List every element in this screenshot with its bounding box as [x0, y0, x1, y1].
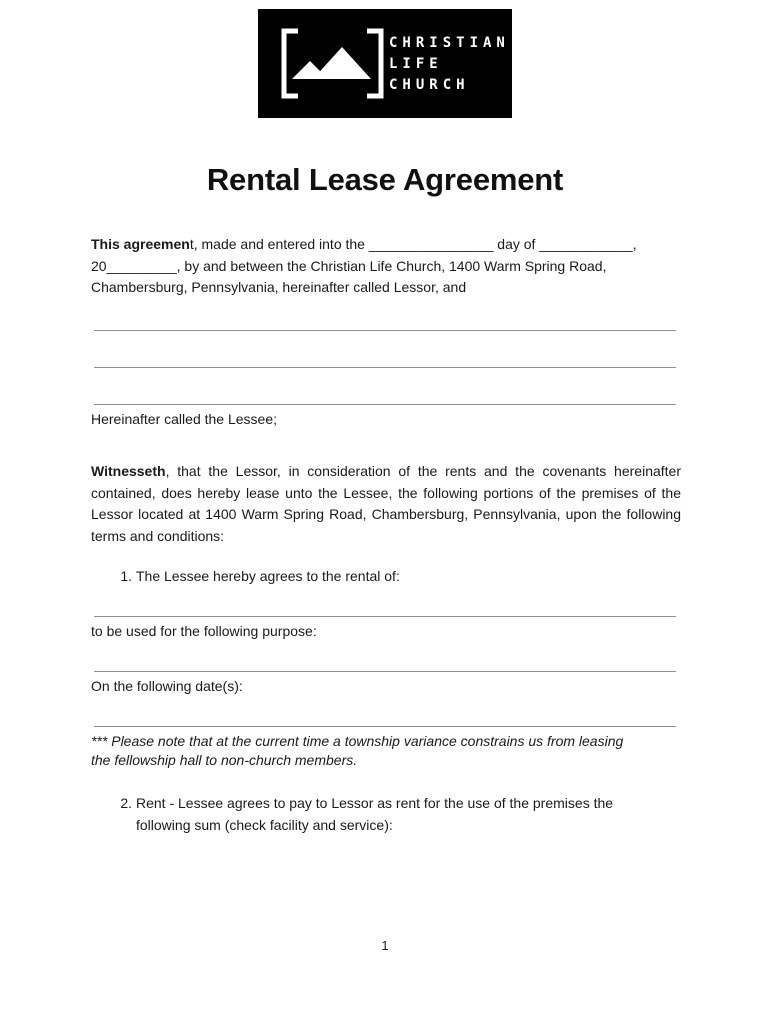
- document-title: Rental Lease Agreement: [206, 162, 564, 197]
- logo-line: CHURCH: [389, 77, 470, 93]
- lessee-label: Hereinafter called the Lessee;: [91, 411, 277, 427]
- rental-space-line[interactable]: [94, 616, 676, 617]
- note-line-2: the fellowship hall to non-church members.: [91, 752, 358, 768]
- logo-wordmark: [389, 33, 510, 96]
- item-2-line-1: Rent - Lessee agrees to pay to Lessor as rent for the use of the premises the: [136, 795, 614, 811]
- logo-line: LIFE: [389, 56, 443, 72]
- list-item-text: The Lessee hereby agrees to the rental of:: [136, 568, 400, 584]
- witnesseth-paragraph: [91, 461, 681, 547]
- lessee-name-line-3[interactable]: [94, 404, 676, 405]
- logo-line: CHRISTIAN: [389, 35, 510, 51]
- intro-line-2: 20_________, by and between the Christian Life Church, 1400 Warm Spring Road,: [91, 257, 607, 274]
- note-line-1: *** Please note that at the current time a township variance constrains us from leasing: [91, 733, 624, 749]
- list-item-text: [136, 793, 666, 836]
- purpose-label: to be used for the following purpose:: [91, 623, 317, 639]
- township-note: [91, 732, 681, 770]
- page-number: 1: [381, 938, 389, 953]
- intro-line-1: t, made and entered into the ________________ day of ____________,: [189, 236, 637, 252]
- lessee-name-line-1[interactable]: [94, 330, 676, 331]
- intro-paragraph: [91, 234, 681, 299]
- list-item-number: 2.: [120, 795, 132, 811]
- list-item-number: 1.: [120, 568, 132, 584]
- witnesseth-text: , that the Lessor, in consideration of the rents and the covenants hereinafter contained, does hereby lease unto the Lessee, the following portions of the premises of the Lessor located at 1400 Warm Spring Road, Chambersburg, Pennsylvania, upon the following terms and conditions:: [91, 463, 681, 544]
- dates-label: On the following date(s):: [91, 678, 243, 694]
- intro-bold-lead: This agreemen: [91, 236, 190, 252]
- witnesseth-bold-lead: Witnesseth: [91, 463, 166, 479]
- dates-line[interactable]: [94, 726, 676, 727]
- intro-line-3: Chambersburg, Pennsylvania, hereinafter called Lessor, and: [91, 279, 467, 295]
- purpose-line[interactable]: [94, 671, 676, 672]
- church-logo: [258, 9, 512, 118]
- item-2-line-2: following sum (check facility and service):: [136, 816, 393, 833]
- lessee-name-line-2[interactable]: [94, 367, 676, 368]
